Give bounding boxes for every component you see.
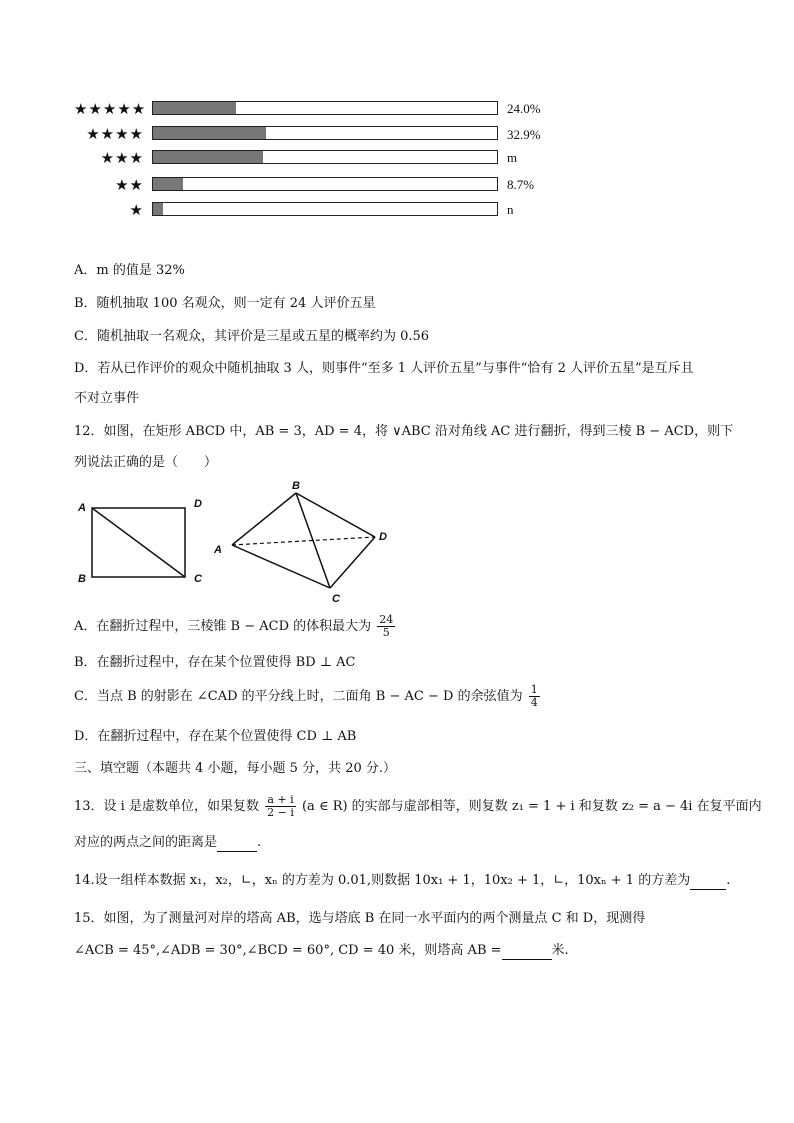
q13-fraction-numerator: a + i	[265, 794, 296, 807]
three-star-value: m	[507, 150, 518, 165]
two-star-bar	[152, 177, 498, 191]
q15-line2-text: ∠ACB = 45°,∠ADB = 30°,∠BCD = 60°, CD = 40 米，则塔高 AB =	[74, 943, 502, 958]
q13-line2-text: 对应的两点之间的距离是	[74, 835, 218, 850]
q12-option-c-text: C．当点 B 的射影在 ∠CAD 的平分线上时，二面角 B − AC − D 的余弦值为	[74, 689, 523, 704]
two-star-value: 8.7%	[507, 177, 535, 192]
section-3-heading: 三、填空题（本题共 4 小题，每小题 5 分，共 20 分.）	[74, 761, 397, 776]
q13-answer-blank[interactable]	[217, 851, 257, 852]
q12-option-b: B．在翻折过程中，存在某个位置使得 BD ⊥ AC	[74, 655, 356, 670]
q13-fraction	[265, 794, 296, 819]
q14-end: .	[726, 873, 731, 888]
edge-bd	[296, 493, 375, 537]
four-star-label: ★★★★	[86, 125, 144, 143]
five-star-value: 24.0%	[507, 101, 541, 116]
q11-option-d-line1: D．若从已作评价的观众中随机抽取 3 人，则事件“至多 1 人评价五星”与事件“恰有 2 人评价五星”是互斥且	[74, 361, 694, 376]
q12-figures	[70, 478, 400, 608]
four-star-bar	[152, 126, 498, 140]
q12-stem-line2: 列说法正确的是（ ）	[74, 455, 218, 470]
rectangle-figure	[77, 498, 203, 585]
q13-pre: 13．设 i 是虚数单位，如果复数	[74, 799, 259, 814]
edge-ab	[232, 493, 296, 545]
fraction-numerator: 24	[379, 613, 394, 626]
q15-line2-end: 米.	[551, 943, 569, 958]
tetra-label-a: A	[214, 544, 222, 556]
q12-option-d: D．在翻折过程中，存在某个位置使得 CD ⊥ AB	[74, 729, 357, 744]
four-star-bar-fill	[153, 127, 266, 139]
tetra-label-d: D	[379, 531, 387, 543]
one-star-label: ★	[129, 201, 144, 219]
five-star-bar	[152, 101, 498, 115]
q12-option-c	[74, 684, 542, 709]
fraction-numerator: 1	[530, 683, 538, 696]
q14-text: 14.设一组样本数据 x₁，x₂，∟，xₙ 的方差为 0.01,则数据 10x₁ + 1，10x₂ + 1，∟，10xₙ + 1 的方差为	[74, 873, 691, 888]
four-star-value: 32.9%	[507, 127, 541, 142]
two-star-bar-fill	[153, 178, 183, 190]
edge-cd	[330, 537, 375, 588]
q15-line1: 15．如图，为了测量河对岸的塔高 AB，选与塔底 B 在同一水平面内的两个测量点 C 和 D，现测得	[74, 911, 646, 926]
one-star-bar-fill	[153, 203, 163, 215]
three-star-bar-fill	[153, 151, 263, 163]
q13-line1	[74, 794, 762, 819]
edge-bc	[296, 493, 330, 588]
fraction-24-5	[377, 614, 395, 639]
q13-line2	[74, 834, 261, 852]
rect-label-a: A	[78, 502, 86, 514]
q11-option-c: C．随机抽取一名观众，其评价是三星或五星的概率约为 0.56	[74, 329, 430, 344]
q14-answer-blank[interactable]	[690, 889, 726, 890]
q13-line2-end: .	[257, 835, 262, 850]
rect-label-b: B	[78, 573, 86, 585]
two-star-label: ★★	[115, 176, 144, 194]
q11-option-d-line2: 不对立事件	[74, 391, 140, 406]
fraction-1-4	[529, 684, 540, 709]
tetra-label-c: C	[332, 593, 340, 605]
q15-answer-blank[interactable]	[502, 959, 552, 960]
tetra-label-b: B	[292, 480, 300, 492]
fraction-denominator: 4	[530, 696, 538, 709]
tetrahedron-figure	[213, 480, 387, 605]
three-star-bar	[152, 150, 498, 164]
fraction-denominator: 5	[382, 626, 390, 639]
q11-option-a: A．m 的值是 32%	[74, 263, 185, 278]
q13-post: (a ∈ R) 的实部与虚部相等，则复数 z₁ = 1 + i 和复数 z₂ = a − 4i 在复平面内	[301, 799, 762, 814]
q15-line2	[74, 942, 569, 960]
one-star-bar	[152, 202, 498, 216]
edge-ac	[232, 545, 330, 588]
q12-stem-line1: 12．如图，在矩形 ABCD 中，AB = 3，AD = 4，将 ∨ABC 沿对角线 AC 进行翻折，得到三棱 B − ACD，则下	[74, 424, 734, 439]
q13-fraction-denominator: 2 − i	[267, 806, 294, 819]
rect-label-d: D	[194, 498, 202, 510]
five-star-label: ★★★★★	[74, 100, 147, 118]
one-star-value: n	[507, 202, 514, 217]
rectangle-diagonal-ac	[92, 508, 185, 577]
rect-label-c: C	[194, 573, 202, 585]
edge-ad-hidden	[232, 537, 375, 545]
three-star-label: ★★★	[100, 149, 144, 167]
q11-option-b: B．随机抽取 100 名观众，则一定有 24 人评价五星	[74, 296, 376, 311]
q12-option-a	[74, 614, 397, 639]
five-star-bar-fill	[153, 102, 236, 114]
q12-option-a-text: A．在翻折过程中，三棱锥 B − ACD 的体积最大为	[74, 619, 372, 634]
q14-line	[74, 872, 730, 890]
